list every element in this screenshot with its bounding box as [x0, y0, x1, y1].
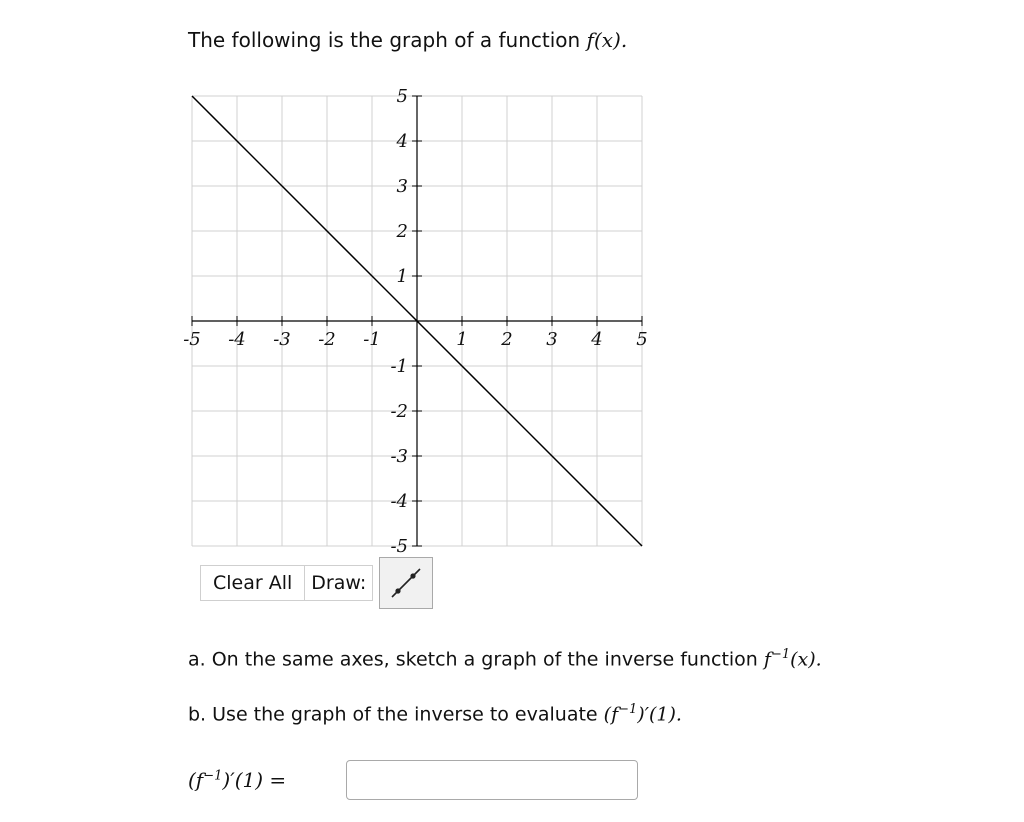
x-tick-label: 1 — [456, 329, 468, 350]
question-a-sup: −1 — [770, 647, 791, 662]
y-tick-label: -3 — [390, 446, 408, 467]
prompt-function: f(x). — [586, 28, 628, 52]
answer-label-open: (f — [188, 768, 204, 792]
y-tick-label: 2 — [396, 221, 408, 242]
x-tick-label: -5 — [183, 329, 201, 350]
x-tick-label: 2 — [501, 329, 513, 350]
question-a — [188, 647, 822, 670]
function-graph[interactable] — [180, 86, 650, 556]
y-tick-label: -2 — [390, 401, 408, 422]
answer-label-sup: −1 — [203, 768, 223, 784]
graph-toolbar — [200, 558, 433, 608]
answer-input[interactable] — [346, 760, 638, 800]
draw-label: Draw: — [305, 565, 373, 601]
question-b-tail: )′(1). — [637, 703, 682, 726]
y-tick-label: 4 — [396, 131, 408, 152]
question-a-tail: (x). — [790, 648, 822, 671]
y-tick-label: 5 — [396, 86, 408, 107]
x-tick-label: -3 — [273, 329, 291, 350]
y-tick-label: -4 — [390, 491, 408, 512]
question-b-sup: −1 — [618, 702, 638, 717]
x-tick-label: -4 — [228, 329, 246, 350]
line-tool-button[interactable] — [379, 557, 433, 609]
x-tick-label: 3 — [546, 329, 558, 350]
answer-label-tail: )′(1) = — [222, 768, 287, 792]
y-tick-label: 1 — [396, 266, 408, 287]
answer-label — [188, 768, 346, 792]
line-segment-icon — [386, 563, 426, 603]
x-tick-label: 4 — [591, 329, 603, 350]
x-tick-label: -2 — [318, 329, 336, 350]
y-tick-label: -5 — [390, 536, 408, 556]
x-tick-label: -1 — [363, 329, 381, 350]
question-b-text: b. Use the graph of the inverse to evaluate — [188, 703, 604, 726]
y-tick-label: -1 — [390, 356, 408, 377]
question-a-text: a. On the same axes, sketch a graph of the inverse function — [188, 648, 764, 671]
problem-prompt — [188, 28, 627, 52]
question-a-f: f — [763, 648, 771, 671]
question-b — [188, 702, 682, 725]
y-tick-label: 3 — [396, 176, 408, 197]
clear-all-button[interactable]: Clear All — [200, 565, 305, 601]
question-b-open: (f — [603, 703, 619, 726]
prompt-text: The following is the graph of a function — [188, 28, 587, 52]
x-tick-label: 5 — [636, 329, 648, 350]
answer-row — [188, 760, 638, 800]
